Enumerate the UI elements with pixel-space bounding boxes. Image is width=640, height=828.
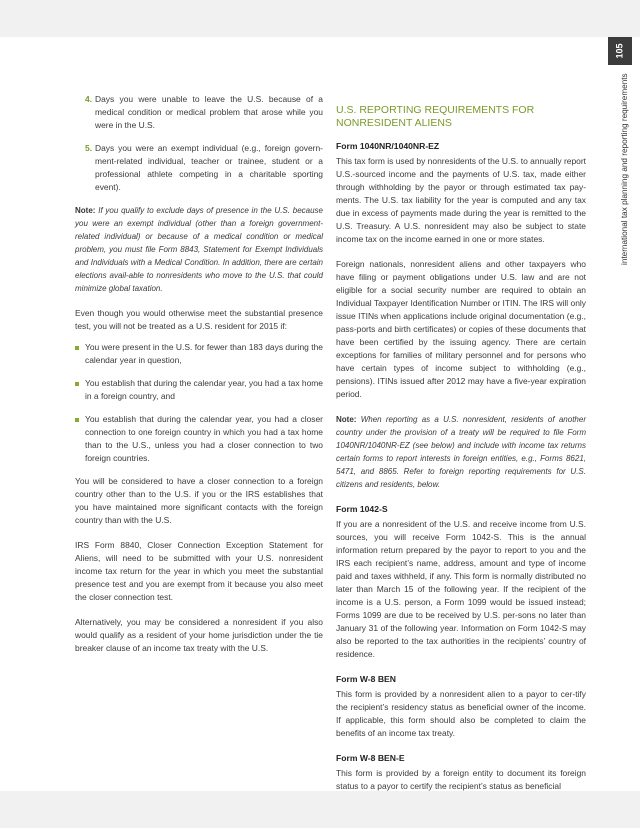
bullet-item: [75, 341, 323, 367]
bullet-text: You were present in the U.S. for fewer than 183 days during the calendar year in question,: [85, 342, 323, 365]
page-number-tab: [608, 37, 632, 65]
form-title: Form W-8 BEN: [336, 674, 396, 684]
note-label: Note:: [336, 415, 357, 424]
section-heading: U.S. REPORTING REQUIREMENTS FOR NONRESIDENT ALIENS: [336, 104, 535, 129]
note-label: Note:: [75, 206, 96, 215]
paragraph: Foreign nationals, nonresident aliens and other taxpayers who have filing or payment obligations under U.S. law and are not eligible for a social security number are required to obtain an Individual Taxpayer Identification Number or ITIN. The IRS will only issue ITINs when applications include original documentation (e.g., pass-ports and birth certificates) or copies of these documents that have been certified by the issuing agency. There are certain exceptions for families of military personnel and for persons who have certain types of income subject to withholding (e.g., pensions). ITINs issued after 2012 may have a five-year expiration period.: [336, 259, 586, 399]
paragraph: This form is provided by a nonresident alien to a payor to cer-tify the recipient’s residency status as beneficial owner of the income. If applicable, this form should also be completed to claim the benefits of an income tax treaty.: [336, 689, 586, 738]
paragraph: If you are a nonresident of the U.S. and receive income from U.S. sources, you will receive Form 1042-S. This is the annual information return prepared by the payor to report to you and the IRS each recipient’s name, address, amount and type of income paid and taxes withheld, if any. This form is normally distributed no later than March 15 of the following year. If the recipient of the income is a U.S. person, a Form 1099 would be issued instead; Forms 1099 are due to be received by U.S. per-sons no later than January 31 of the following year. Information on Form 1042-S may also be reported to the tax authorities in the recipients’ country of residence.: [336, 519, 586, 659]
note: [75, 204, 323, 295]
form-section: [336, 673, 586, 740]
form-title: Form 1040NR/1040NR-EZ: [336, 141, 440, 151]
paragraph: Alternatively, you may be considered a nonresident if you also would qualify as a resident of your home jurisdiction under the tie breaker clause of an income tax treaty with the U.S.: [75, 617, 323, 653]
left-column: [75, 93, 323, 667]
paragraph: IRS Form 8840, Closer Connection Exception Statement for Aliens, will need to be submitted with your U.S. nonresident income tax return for the year in which you meet the substantial presence test and you are exempt from it because you also meet the closer connection test.: [75, 540, 323, 602]
list-item: [85, 142, 323, 194]
list-item: [85, 93, 323, 132]
paragraph: This form is provided by a foreign entity to document its foreign status to a payor to certify the recipient’s status as beneficial: [336, 768, 586, 791]
list-number: 5.: [85, 143, 93, 153]
form-title: Form W-8 BEN-E: [336, 753, 405, 763]
note: [336, 413, 586, 491]
form-section: [336, 503, 586, 661]
bullet-item: [75, 413, 323, 465]
form-section: [336, 140, 586, 491]
list-text: Days you were unable to leave the U.S. because of a medical condition or medical problem that arose while you were in the U.S.: [95, 94, 323, 130]
bullet-square-icon: [75, 418, 79, 422]
bullet-square-icon: [75, 346, 79, 350]
page-number: 105: [615, 43, 625, 59]
bullet-square-icon: [75, 382, 79, 386]
paragraph: Even though you would otherwise meet the substantial presence test, you will not be treated as a U.S. resident for 2015 if:: [75, 308, 323, 331]
bullet-text: You establish that during the calendar year, you had a closer connection to one foreign country in which you had a tax home than to the U.S., unless you had a closer connection to two foreign countries.: [85, 414, 323, 463]
note-text: When reporting as a U.S. nonresident, residents of another country under the provision of a treaty will be required to file Form 1040NR/1040NR-EZ (see below) and include with income tax returns certain forms to report interests in foreign entities, e.g., Forms 8621, 5471, and 8865. Refer to foreign reporting requirements for U.S. citizens and residents, below.: [336, 415, 586, 489]
form-title: Form 1042-S: [336, 504, 388, 514]
form-section: [336, 752, 586, 793]
paragraph: This tax form is used by nonresidents of the U.S. to annually report U.S.-sourced income and the payments of U.S. tax, made either through withholding by the payor or through estimated tax pay-ments. The U.S. tax liability for the year is computed and any tax due in excess of payments made during the year is remitted to the U.S. Treasury. A U.S. nonresident may also be subject to state income tax on the income earned in one or more states.: [336, 156, 586, 244]
bullet-item: [75, 377, 323, 403]
note-text: If you qualify to exclude days of presence in the U.S. because you were an exempt individual (other than a foreign government-related individual) or because of a medical condition or medical problem, you must file Form 8843, Statement for Exempt Individuals and Individuals with a Medical Condition. In addition, there are certain elections avail-able to nonresidents who move to the U.S. that could minimize global taxation.: [75, 206, 323, 293]
bullet-text: You establish that during the calendar year, you had a tax home in a foreign country, and: [85, 378, 323, 401]
running-title: international tax planning and reporting requirements: [620, 73, 629, 265]
right-column: [336, 104, 586, 805]
paragraph: You will be considered to have a closer connection to a foreign country other than to the U.S. if you or the IRS establishes that you have maintained more significant contacts with the foreign country than with the U.S.: [75, 476, 323, 525]
list-text: Days you were an exempt individual (e.g., foreign govern-ment-related individual, teacher or trainee, student or a professional athlete competing in a charitable sporting event).: [95, 143, 323, 192]
list-number: 4.: [85, 94, 93, 104]
